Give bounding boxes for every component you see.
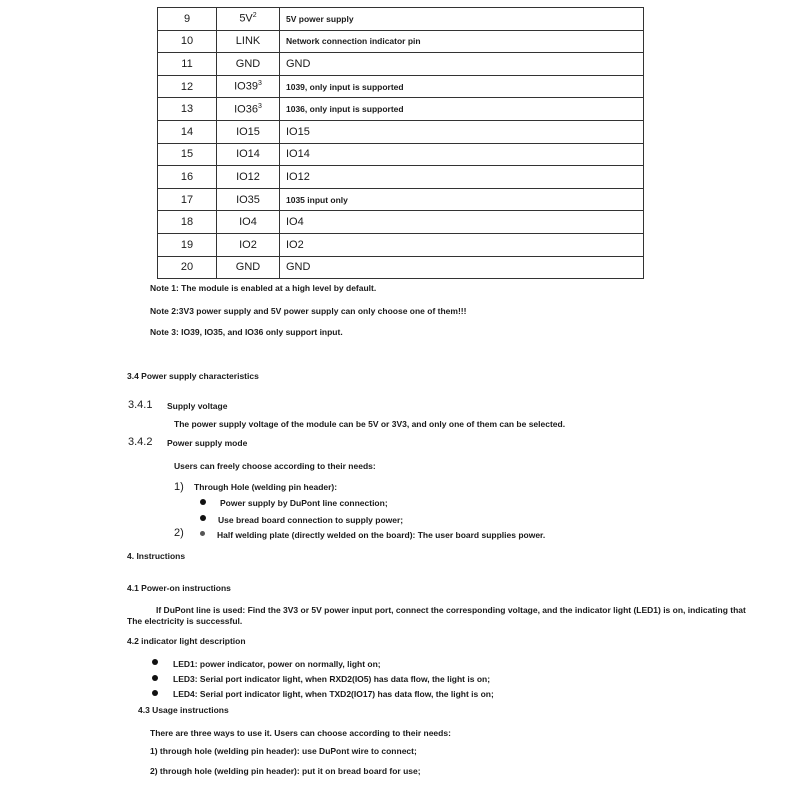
pin-description-cell: IO4 [280, 211, 644, 234]
bullet-icon [200, 531, 205, 536]
table-row [158, 256, 644, 279]
table-row [158, 30, 644, 53]
footnote-marker: 3 [257, 102, 262, 110]
list-item-2-number: 2) [174, 527, 184, 539]
table-row [158, 98, 644, 121]
list-item-1-text: Through Hole (welding pin header): [194, 482, 338, 492]
table-row [158, 8, 644, 31]
list-item-2-text: Half welding plate (directly welded on the board): The user board supplies power. [217, 530, 546, 540]
note-2: Note 2:3V3 power supply and 5V power supply can only choose one of them!!! [150, 306, 467, 316]
table-row [158, 53, 644, 76]
bullet-bread-board: Use bread board connection to supply power; [218, 515, 404, 525]
pin-name: LINK [235, 35, 261, 48]
pin-number-cell: 11 [158, 53, 217, 76]
pin-number-cell: 16 [158, 166, 217, 189]
table-row [158, 166, 644, 189]
pin-name: IO4 [239, 216, 257, 229]
led1-description: LED1: power indicator, power on normally, light on; [173, 659, 381, 669]
pin-table-body [158, 8, 644, 279]
table-row [158, 143, 644, 166]
pin-number-cell: 10 [158, 30, 217, 53]
pin-name: IO2 [239, 238, 257, 251]
section-4-2-title: 4.2 indicator light description [127, 636, 246, 646]
pin-number-cell: 9 [158, 8, 217, 31]
pin-number-cell: 14 [158, 120, 217, 143]
section-4-1-title: 4.1 Power-on instructions [127, 583, 231, 593]
pin-name-cell [217, 75, 280, 98]
pin-description-cell: GND [280, 53, 644, 76]
footnote-marker: 2 [252, 12, 257, 20]
led3-description: LED3: Serial port indicator light, when RXD2(IO5) has data flow, the light is on; [173, 674, 491, 684]
pin-name-cell [217, 256, 280, 279]
pin-name: IO35 [236, 193, 260, 206]
footnote-marker: 3 [257, 80, 262, 88]
pin-name: IO39 [234, 80, 258, 93]
pin-description-cell: IO14 [280, 143, 644, 166]
bullet-dupont-line: Power supply by DuPont line connection; [220, 498, 388, 508]
table-row [158, 233, 644, 256]
pin-name-cell [217, 166, 280, 189]
bullet-icon [152, 675, 158, 681]
bullet-icon [152, 690, 158, 696]
bullet-icon [152, 659, 158, 665]
pin-name-cell [217, 8, 280, 31]
section-3-4-2-intro: Users can freely choose according to their needs: [174, 461, 376, 471]
section-3-4-1-title: Supply voltage [167, 401, 228, 411]
section-3-4-title: 3.4 Power supply characteristics [127, 371, 259, 381]
section-3-4-1-body: The power supply voltage of the module can be 5V or 3V3, and only one of them can be selected. [174, 419, 566, 429]
pin-description-cell: 1036, only input is supported [280, 98, 644, 121]
bullet-icon [200, 499, 206, 505]
pin-description-cell: 5V power supply [280, 8, 644, 31]
pin-name-cell [217, 188, 280, 211]
pin-description-cell: GND [280, 256, 644, 279]
pin-number-cell: 18 [158, 211, 217, 234]
pin-description-cell: IO12 [280, 166, 644, 189]
pin-name-cell [217, 120, 280, 143]
pin-name: IO12 [236, 170, 260, 183]
pin-name-cell [217, 30, 280, 53]
table-row [158, 211, 644, 234]
pin-name: GND [235, 261, 261, 274]
section-4-3-title: 4.3 Usage instructions [138, 705, 229, 715]
pin-number-cell: 19 [158, 233, 217, 256]
pin-description-cell: IO15 [280, 120, 644, 143]
led4-description: LED4: Serial port indicator light, when TXD2(IO17) has data flow, the light is on; [173, 689, 494, 699]
pin-name-cell [217, 98, 280, 121]
pin-name-cell [217, 233, 280, 256]
table-row [158, 188, 644, 211]
pin-number-cell: 17 [158, 188, 217, 211]
pin-number-cell: 20 [158, 256, 217, 279]
section-4-1-line-2: The electricity is successful. [127, 616, 243, 626]
section-4-title: 4. Instructions [127, 551, 186, 561]
pin-name-cell [217, 53, 280, 76]
pin-name: GND [235, 57, 261, 70]
pin-number-cell: 15 [158, 143, 217, 166]
table-row [158, 120, 644, 143]
pin-name: IO36 [234, 103, 258, 116]
pin-description-cell: 1039, only input is supported [280, 75, 644, 98]
pin-name: IO14 [236, 148, 260, 161]
pin-number-cell: 12 [158, 75, 217, 98]
pin-name-cell [217, 143, 280, 166]
bullet-icon [200, 515, 206, 521]
section-4-3-intro: There are three ways to use it. Users can choose according to their needs: [150, 728, 451, 738]
pin-description-cell: 1035 input only [280, 188, 644, 211]
pin-description-cell: Network connection indicator pin [280, 30, 644, 53]
pin-name: IO15 [236, 125, 260, 138]
section-3-4-2-number: 3.4.2 [128, 436, 153, 448]
note-3: Note 3: IO39, IO35, and IO36 only support input. [150, 327, 343, 337]
section-3-4-2-title: Power supply mode [167, 438, 248, 448]
pin-name-cell [217, 211, 280, 234]
pin-number-cell: 13 [158, 98, 217, 121]
pin-name: 5V [239, 13, 253, 26]
pin-table [157, 7, 644, 279]
section-3-4-1-number: 3.4.1 [128, 399, 153, 411]
list-item-1-number: 1) [174, 481, 184, 493]
section-4-1-line-1: If DuPont line is used: Find the 3V3 or 5V power input port, connect the corresponding voltage, and the indicator light (LED1) is on, indicating that [156, 605, 746, 615]
pin-description-cell: IO2 [280, 233, 644, 256]
table-row [158, 75, 644, 98]
section-4-3-item-1: 1) through hole (welding pin header): use DuPont wire to connect; [150, 746, 417, 756]
note-1: Note 1: The module is enabled at a high level by default. [150, 283, 377, 293]
section-4-3-item-2: 2) through hole (welding pin header): put it on bread board for use; [150, 766, 421, 776]
